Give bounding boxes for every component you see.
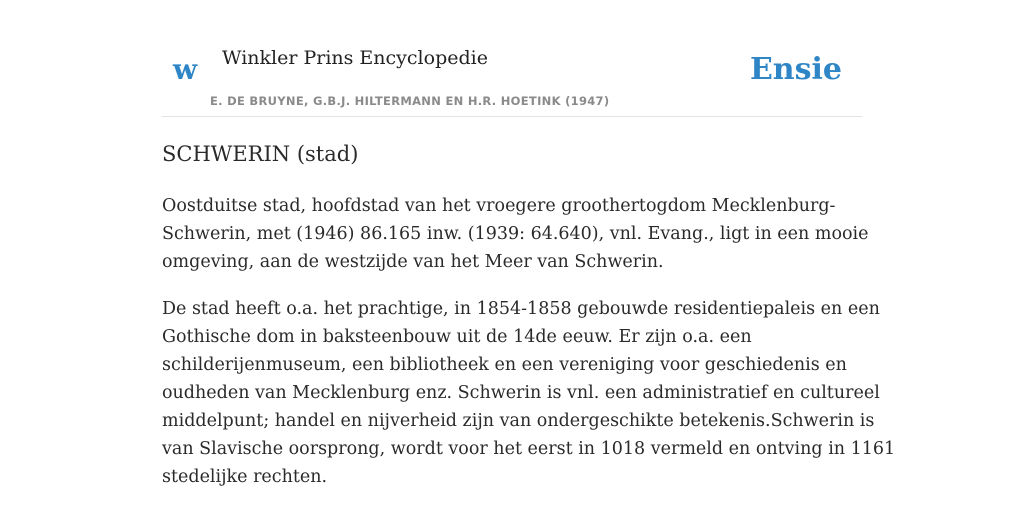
- paragraph-line: Oostduitse stad, hoofdstad van het vroegere groothertogdom Mecklenburg-: [162, 196, 836, 216]
- site-header: [162, 0, 862, 117]
- paragraph-line: middelpunt; handel en nijverheid zijn van ondergeschikte betekenis.Schwerin is: [162, 411, 875, 431]
- ensie-logo[interactable]: Ensie: [749, 52, 842, 87]
- paragraph-line: stedelijke rechten.: [162, 467, 328, 487]
- book-title[interactable]: Winkler Prins Encyclopedie: [222, 47, 488, 69]
- paragraph-line: omgeving, aan de westzijde van het Meer van Schwerin.: [162, 252, 664, 272]
- paragraph-line: van Slavische oorsprong, wordt voor het eerst in 1018 vermeld en ontving in 1161: [162, 439, 896, 459]
- paragraph-line: De stad heeft o.a. het prachtige, in 1854-1858 gebouwde residentiepaleis en een: [162, 299, 880, 319]
- winkler-prins-logo[interactable]: w: [173, 53, 198, 86]
- entry-paragraph-2: [162, 295, 896, 491]
- entry-paragraph-1: [162, 192, 869, 276]
- book-authors: E. DE BRUYNE, G.B.J. HILTERMANN EN H.R. HOETINK (1947): [210, 94, 610, 108]
- entry-title: SCHWERIN (stad): [162, 142, 359, 166]
- paragraph-line: Gothische dom in baksteenbouw uit de 14de eeuw. Er zijn o.a. een: [162, 327, 752, 347]
- paragraph-line: Schwerin, met (1946) 86.165 inw. (1939: 64.640), vnl. Evang., ligt in een mooie: [162, 224, 869, 244]
- paragraph-line: oudheden van Mecklenburg enz. Schwerin is vnl. een administratief en cultureel: [162, 383, 880, 403]
- paragraph-line: schilderijenmuseum, een bibliotheek en een vereniging voor geschiedenis en: [162, 355, 847, 375]
- page: [162, 0, 896, 512]
